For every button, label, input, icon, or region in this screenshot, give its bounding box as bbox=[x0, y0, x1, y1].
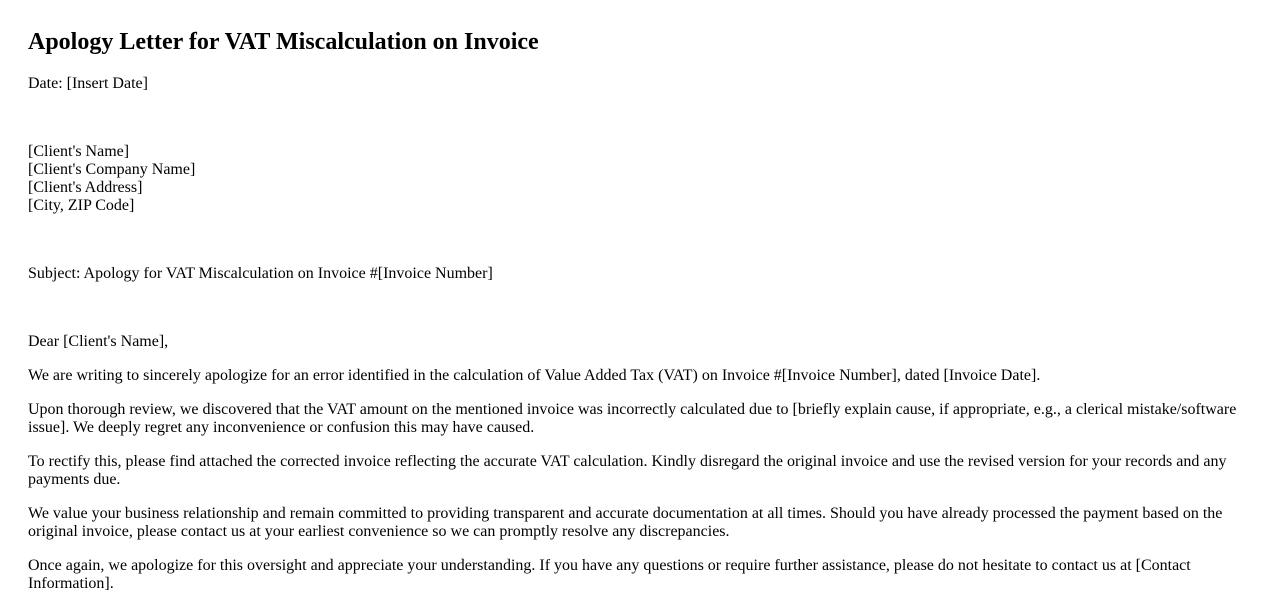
body-paragraph-closing: Once again, we apologize for this oversight and appreciate your understanding. If you have any questions or require further assistance, please do not hesitate to contact us at [Contact Information]. bbox=[28, 557, 1191, 592]
body-paragraph-rectify: To rectify this, please find attached the corrected invoice reflecting the accurate VAT calculation. Kindly disregard the original invoice and use the revised version for your records and any payments due. bbox=[28, 453, 1227, 488]
body-paragraph-relationship: We value your business relationship and remain committed to providing transparent and accurate documentation at all times. Should you have already processed the payment based on the original invoice, please contact us at your earliest convenience so we can promptly resolve any discrepancies. bbox=[28, 505, 1223, 540]
address-line-company-name: [Client's Company Name] bbox=[28, 161, 196, 178]
address-line-city-zip: [City, ZIP Code] bbox=[28, 197, 135, 214]
letter-date: Date: [Insert Date] bbox=[28, 75, 148, 92]
body-paragraph-apology: We are writing to sincerely apologize for an error identified in the calculation of Value Added Tax (VAT) on Invoice #[Invoice Number], dated [Invoice Date]. bbox=[28, 367, 1041, 384]
letter-salutation: Dear [Client's Name], bbox=[28, 333, 169, 350]
address-line-street: [Client's Address] bbox=[28, 179, 143, 196]
letter-title: Apology Letter for VAT Miscalculation on Invoice bbox=[28, 29, 539, 55]
address-line-client-name: [Client's Name] bbox=[28, 143, 130, 160]
recipient-address bbox=[28, 143, 1250, 215]
letter-subject: Subject: Apology for VAT Miscalculation on Invoice #[Invoice Number] bbox=[28, 265, 493, 282]
body-paragraph-cause: Upon thorough review, we discovered that the VAT amount on the mentioned invoice was incorrectly calculated due to [briefly explain cause, if appropriate, e.g., a clerical mistake/software issue]. We deeply regret any inconvenience or confusion this may have caused. bbox=[28, 401, 1237, 436]
